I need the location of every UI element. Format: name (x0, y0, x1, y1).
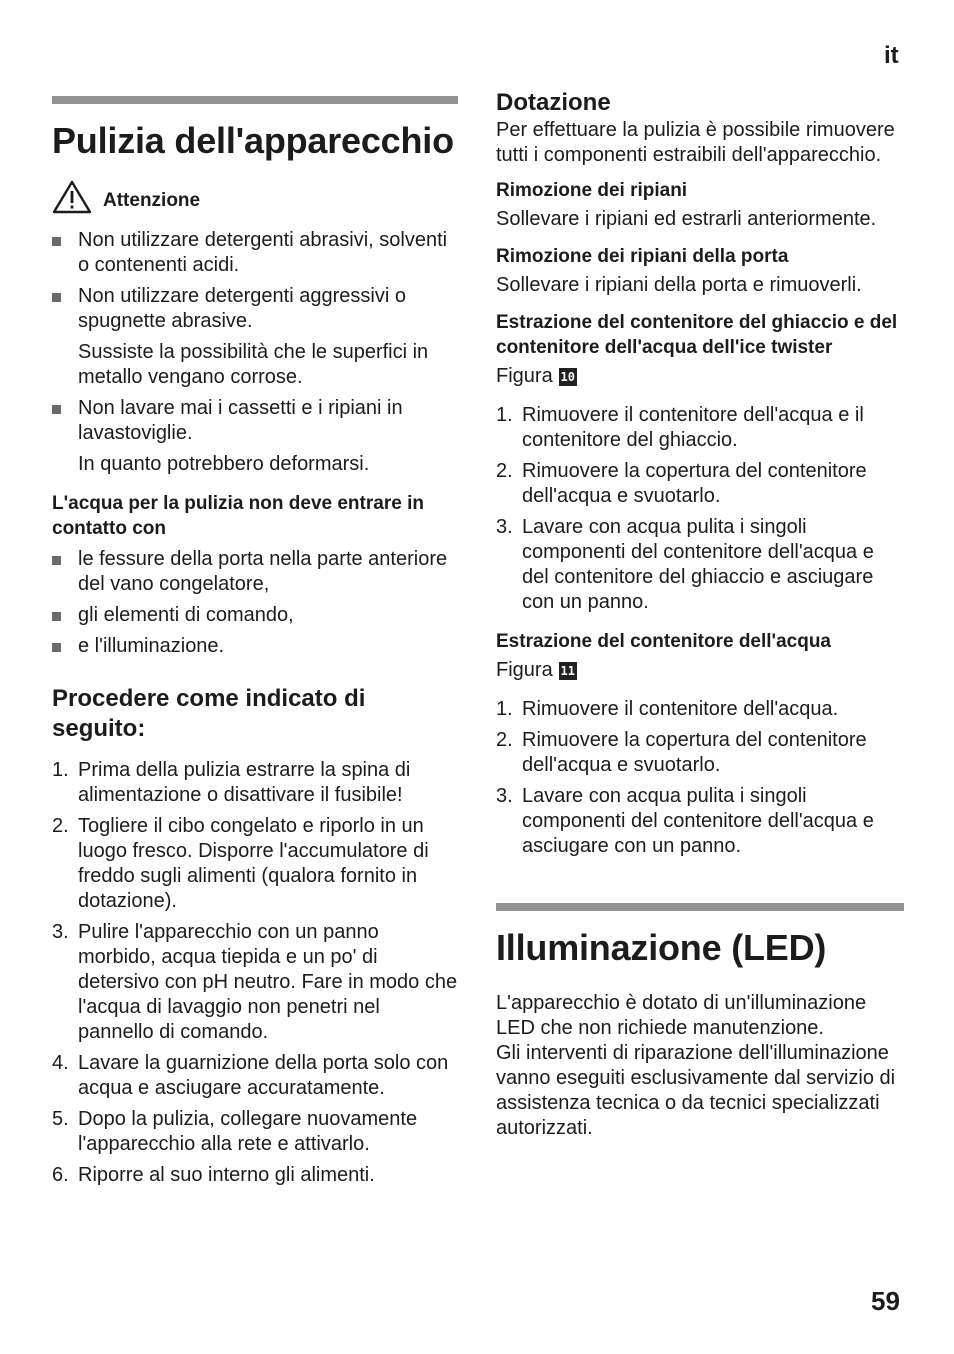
acqua-steps (496, 697, 904, 859)
left-column (52, 96, 458, 1188)
dotazione-text: Per effettuare la pulizia è possibile rimuovere tutti i componenti estraibili dell'apparecchio. (496, 119, 895, 166)
list-item: Non lavare mai i cassetti e i ripiani in lavastoviglie. (52, 396, 458, 446)
right-column (496, 88, 904, 1141)
page-number: 59 (871, 1286, 900, 1316)
ripiani-text: Sollevare i ripiani ed estrarli anteriormente. (496, 208, 877, 230)
warning-note: In quanto potrebbero deformarsi. (78, 453, 370, 475)
bullet-square-icon (52, 237, 61, 246)
list-item: Non utilizzare detergenti aggressivi o spugnette abrasive. (52, 284, 458, 334)
led-text: Gli interventi di riparazione dell'illuminazione vanno eseguiti esclusivamente dal servizio di assistenza tecnica o da tecnici specializzati autorizzati. (496, 1042, 896, 1139)
list-item: 1. Prima della pulizia estrarre la spina di alimentazione o disattivare il fusibile! (52, 759, 411, 806)
ghiaccio-heading: Estrazione del contenitore del ghiaccio e del contenitore dell'acqua dell'ice twister (496, 312, 898, 358)
acqua-heading: Estrazione del contenitore dell'acqua (496, 631, 831, 652)
warning-label: Attenzione (103, 190, 201, 211)
warning-triangle-icon (52, 180, 92, 214)
water-heading: L'acqua per la pulizia non deve entrare in contatto con (52, 493, 424, 539)
list-item: gli elementi di comando, (52, 603, 458, 628)
list-item: 3. Lavare con acqua pulita i singoli componenti del contenitore dell'acqua e del contenitore del ghiaccio e asciugare con un panno. (496, 516, 874, 613)
figure-number-badge: 11 (560, 663, 575, 678)
list-item: e l'illuminazione. (52, 634, 458, 659)
water-list (52, 547, 458, 659)
section-title-led: Illuminazione (LED) (496, 927, 827, 968)
ripiani-porta-text: Sollevare i ripiani della porta e rimuoverli. (496, 274, 862, 296)
figure-reference: Figura 10 (496, 365, 575, 387)
procedure-steps (52, 758, 458, 1188)
language-code: it (884, 42, 899, 69)
bullet-square-icon (52, 293, 61, 302)
ghiaccio-steps (496, 403, 904, 615)
dotazione-heading: Dotazione (496, 89, 611, 116)
bullet-square-icon (52, 612, 61, 621)
section-title-pulizia: Pulizia dell'apparecchio (52, 120, 454, 161)
warning-block (52, 180, 458, 214)
list-item: 6. Riporre al suo interno gli alimenti. (52, 1164, 375, 1186)
list-item: 3. Lavare con acqua pulita i singoli componenti del contenitore dell'acqua e asciugare con un panno. (496, 785, 874, 857)
warning-note: Sussiste la possibilità che le superfici in metallo vengano corrose. (78, 341, 429, 388)
list-item: le fessure della porta nella parte anteriore del vano congelatore, (52, 547, 458, 597)
list-item: 2. Rimuovere la copertura del contenitore dell'acqua e svuotarlo. (496, 460, 867, 507)
list-item: 2. Rimuovere la copertura del contenitore dell'acqua e svuotarlo. (496, 729, 867, 776)
list-item: Non utilizzare detergenti abrasivi, solventi o contenenti acidi. (52, 228, 458, 278)
warning-list (52, 396, 458, 446)
procedure-heading: Procedere come indicato di seguito: (52, 685, 366, 742)
bullet-square-icon (52, 556, 61, 565)
section-rule (52, 96, 458, 104)
figure-reference: Figura 11 (496, 659, 575, 681)
list-item: 1. Rimuovere il contenitore dell'acqua. (496, 698, 839, 720)
bullet-square-icon (52, 643, 61, 652)
section-rule (496, 903, 904, 911)
ripiani-heading: Rimozione dei ripiani (496, 180, 688, 201)
ripiani-porta-heading: Rimozione dei ripiani della porta (496, 246, 789, 267)
list-item: 3. Pulire l'apparecchio con un panno morbido, acqua tiepida e un po' di detersivo con pH neutro. Fare in modo che l'acqua di lavaggio non penetri nel pannello di comando. (52, 921, 458, 1043)
list-item: 1. Rimuovere il contenitore dell'acqua e il contenitore del ghiaccio. (496, 404, 864, 451)
list-item: 4. Lavare la guarnizione della porta solo con acqua e asciugare accuratamente. (52, 1052, 449, 1099)
list-item: 5. Dopo la pulizia, collegare nuovamente l'apparecchio alla rete e attivarlo. (52, 1108, 418, 1155)
list-item: 2. Togliere il cibo congelato e riporlo in un luogo fresco. Disporre l'accumulatore di freddo sugli alimenti (qualora fornito in dotazione). (52, 815, 429, 912)
bullet-square-icon (52, 405, 61, 414)
figure-number-badge: 10 (560, 369, 575, 384)
warning-list (52, 228, 458, 334)
led-text: L'apparecchio è dotato di un'illuminazione LED che non richiede manutenzione. (496, 992, 867, 1039)
